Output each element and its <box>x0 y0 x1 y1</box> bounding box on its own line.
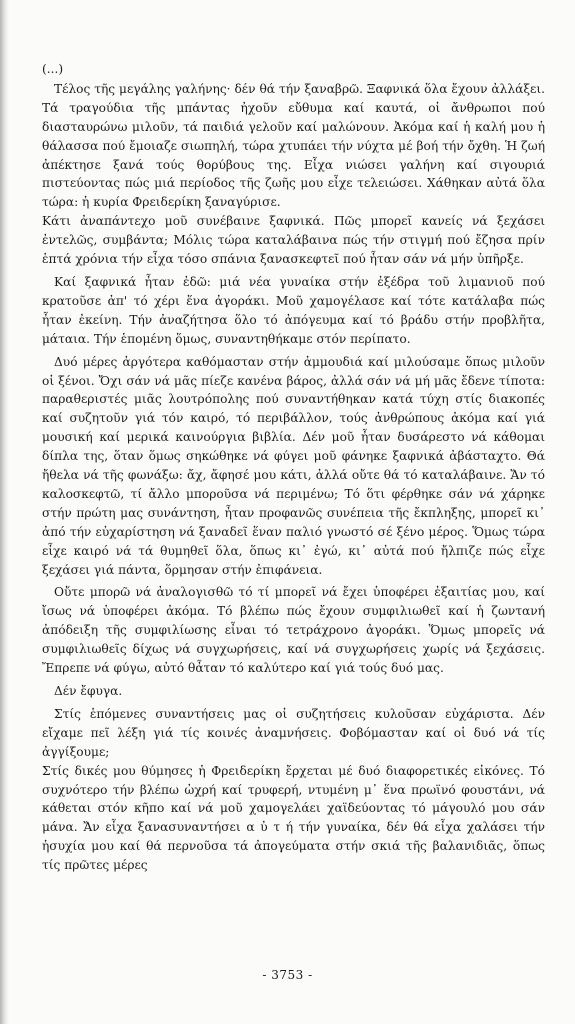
paragraph-1: Τέλος τῆς μεγάλης γαλήνης· δέν θά τήν ξαναβρῶ. Ξαφνικά ὅλα ἔχουν ἀλλάξει. Τά τραγούδια τῆς μπάντας ἠχοῦν εὔθυμα καί καυτά, οἱ ἄνθρωποι πού διασταυρώνω μιλοῦν, τά παιδιά γελοῦν καί μαλώνουν. Ἀκόμα καί ἡ καλή μου ἡ θάλασσα πού ἔμοιαζε σιωπηλή, τώρα χτυπάει τήν νύχτα μέ βοή τήν ὄχθη. Ἡ ζωή ἀπέκτησε ξανά τούς θορύβους της. Εἶχα νιώσει γαλήνη καί σιγουριά πιστεύοντας πώς μιά περίοδος τῆς ζωῆς μου εἶχε τελειώσει. Χάθηκαν αὐτά ὅλα τώρα: ἡ κυρία Φρειδερίκη ξαναγύρισε. <box>42 81 545 210</box>
ellipsis-marker: (...) <box>42 62 64 76</box>
page-number: - 3753 - <box>262 968 313 982</box>
paragraph-8: Στίς δικές μου θύμησες ἡ Φρειδερίκη ἔρχεται μέ δυό διαφορετικές εἰκόνες. Τό συχνότερο τήν βλέπω ὠχρή καί τρυφερή, ντυμένη μ᾿ ἕνα πρωϊνό φουστάνι, νά κάθεται στόν κῆπο καί νά μοῦ χαμογελάει χαϊδεύοντας τό μάγουλό μου σάν μάνα. Ἄν εἶχα ξανασυναντήσει α ὐ τ ή τήν γυναίκα, δέν θά εἶχα χαλάσει τήν ἡσυχία μου καί θά περνοῦσα τά ἀπογεύματα στήν σκιά τῆς βαλανιδιᾶς, ὅπως τίς πρῶτες μέρες <box>42 763 545 873</box>
paragraph-4: Δυό μέρες ἀργότερα καθόμασταν στήν ἀμμουδιά καί μιλούσαμε ὅπως μιλοῦν οἱ ξένοι. Ὄχι σάν νά μᾶς πίεζε κανένα βάρος, ἀλλά σάν νά μή μᾶς ἔδενε τίποτα: παραθεριστές μιᾶς λουτρόπολης πού συναντήθηκαν κατά τύχη στίς διακοπές καί συζητοῦν γιά τόν καιρό, τό περιβάλλον, τούς ἀνθρώπους ἀκόμα καί γιά μουσική καί μερικά καινούργια βιβλία. Δέν μοῦ ἦταν δυσάρεστο νά κάθομαι δίπλα της, ὅταν ὅμως σηκώθηκε νά φύγει μοῦ φάνηκε ξαφνικά ἀβάσταχτο. Θά ἤθελα νά τῆς φωνάξω: ἄχ, ἄφησέ μου κάτι, ἀλλά οὔτε θά τό καταλάβαινε. Ἄν τό καλοσκεφτῶ, τί ἄλλο μποροῦσα νά περιμένω; Τό ὅτι φέρθηκε σάν νά χάρηκε στήν πρώτη μας συνάντηση, ἦταν προφανῶς συνέπεια τῆς ἔκπληξης, μπορεῖ κι᾿ ἀπό τήν εὐχαρίστηση νά ξαναδεῖ ἕναν παλιό γνωστό σέ ξένο μέρος. Ὅμως τώρα εἶχε καιρό νά τά θυμηθεῖ ὅλα, ὅπως κι᾿ ἐγώ, κι᾿ αὐτά πού ἤλπιζε πώς εἶχε ξεχάσει γιά πάντα, ὅρμησαν στήν ἐπιφάνεια. <box>42 354 545 577</box>
body-text <box>42 60 545 875</box>
paragraph-7: Στίς ἑπόμενες συναντήσεις μας οἱ συζητήσεις κυλοῦσαν εὐχάριστα. Δέν εἴχαμε πεῖ λέξη γιά τίς κοινές ἀναμνήσεις. Φοβόμασταν καί οἱ δυό νά τίς ἀγγίξουμε; <box>42 706 545 759</box>
paragraph-3: Καί ξαφνικά ἦταν ἐδῶ: μιά νέα γυναίκα στήν ἐξέδρα τοῦ λιμανιοῦ πού κρατοῦσε ἀπ' τό χέρι ἕνα ἀγοράκι. Μοῦ χαμογέλασε καί τότε κατάλαβα πώς ἦταν ἐκείνη. Τήν ἀναζήτησα ὅλο τό ἀπόγευμα καί τό βράδυ στήν προβλῆτα, μάταια. Τήν ἑπομένη ὅμως, συναντηθήκαμε στόν περίπατο. <box>42 274 545 346</box>
paragraph-2: Κάτι ἀναπάντεχο μοῦ συνέβαινε ξαφνικά. Πῶς μπορεῖ κανείς νά ξεχάσει ἐντελῶς, συμβάντα; Μόλις τώρα καταλάβαινα πώς τήν στιγμή πού ἔζησα πρίν ἑπτά χρόνια τήν εἶχα τόσο σπάνια ξανασκεφτεῖ πού ἦταν σάν νά μήν ὑπῆρξε. <box>42 214 545 267</box>
paragraph-6: Δέν ἔφυγα. <box>54 684 123 698</box>
binding-shadow <box>0 0 9 1024</box>
paragraph-5: Οὔτε μπορῶ νά ἀναλογισθῶ τό τί μπορεῖ νά ἔχει ὑποφέρει ἐξαιτίας μου, καί ἴσως νά ὑποφέρει ἀκόμα. Τό βλέπω πώς ἔχουν συμφιλιωθεῖ καί ἡ ζωντανή ἀπόδειξη τῆς συμφιλίωσης εἶναι τό τετράχρονο ἀγοράκι. Ὅμως μπορεῖς νά συμφιλιωθεῖς δίχως νά συγχωρήσεις, καί νά συγχωρήσεις χωρίς νά ξεχάσεις. Ἔπρεπε νά φύγω, αὐτό θἆταν τό καλύτερο καί γιά τούς δυό μας. <box>42 585 545 676</box>
